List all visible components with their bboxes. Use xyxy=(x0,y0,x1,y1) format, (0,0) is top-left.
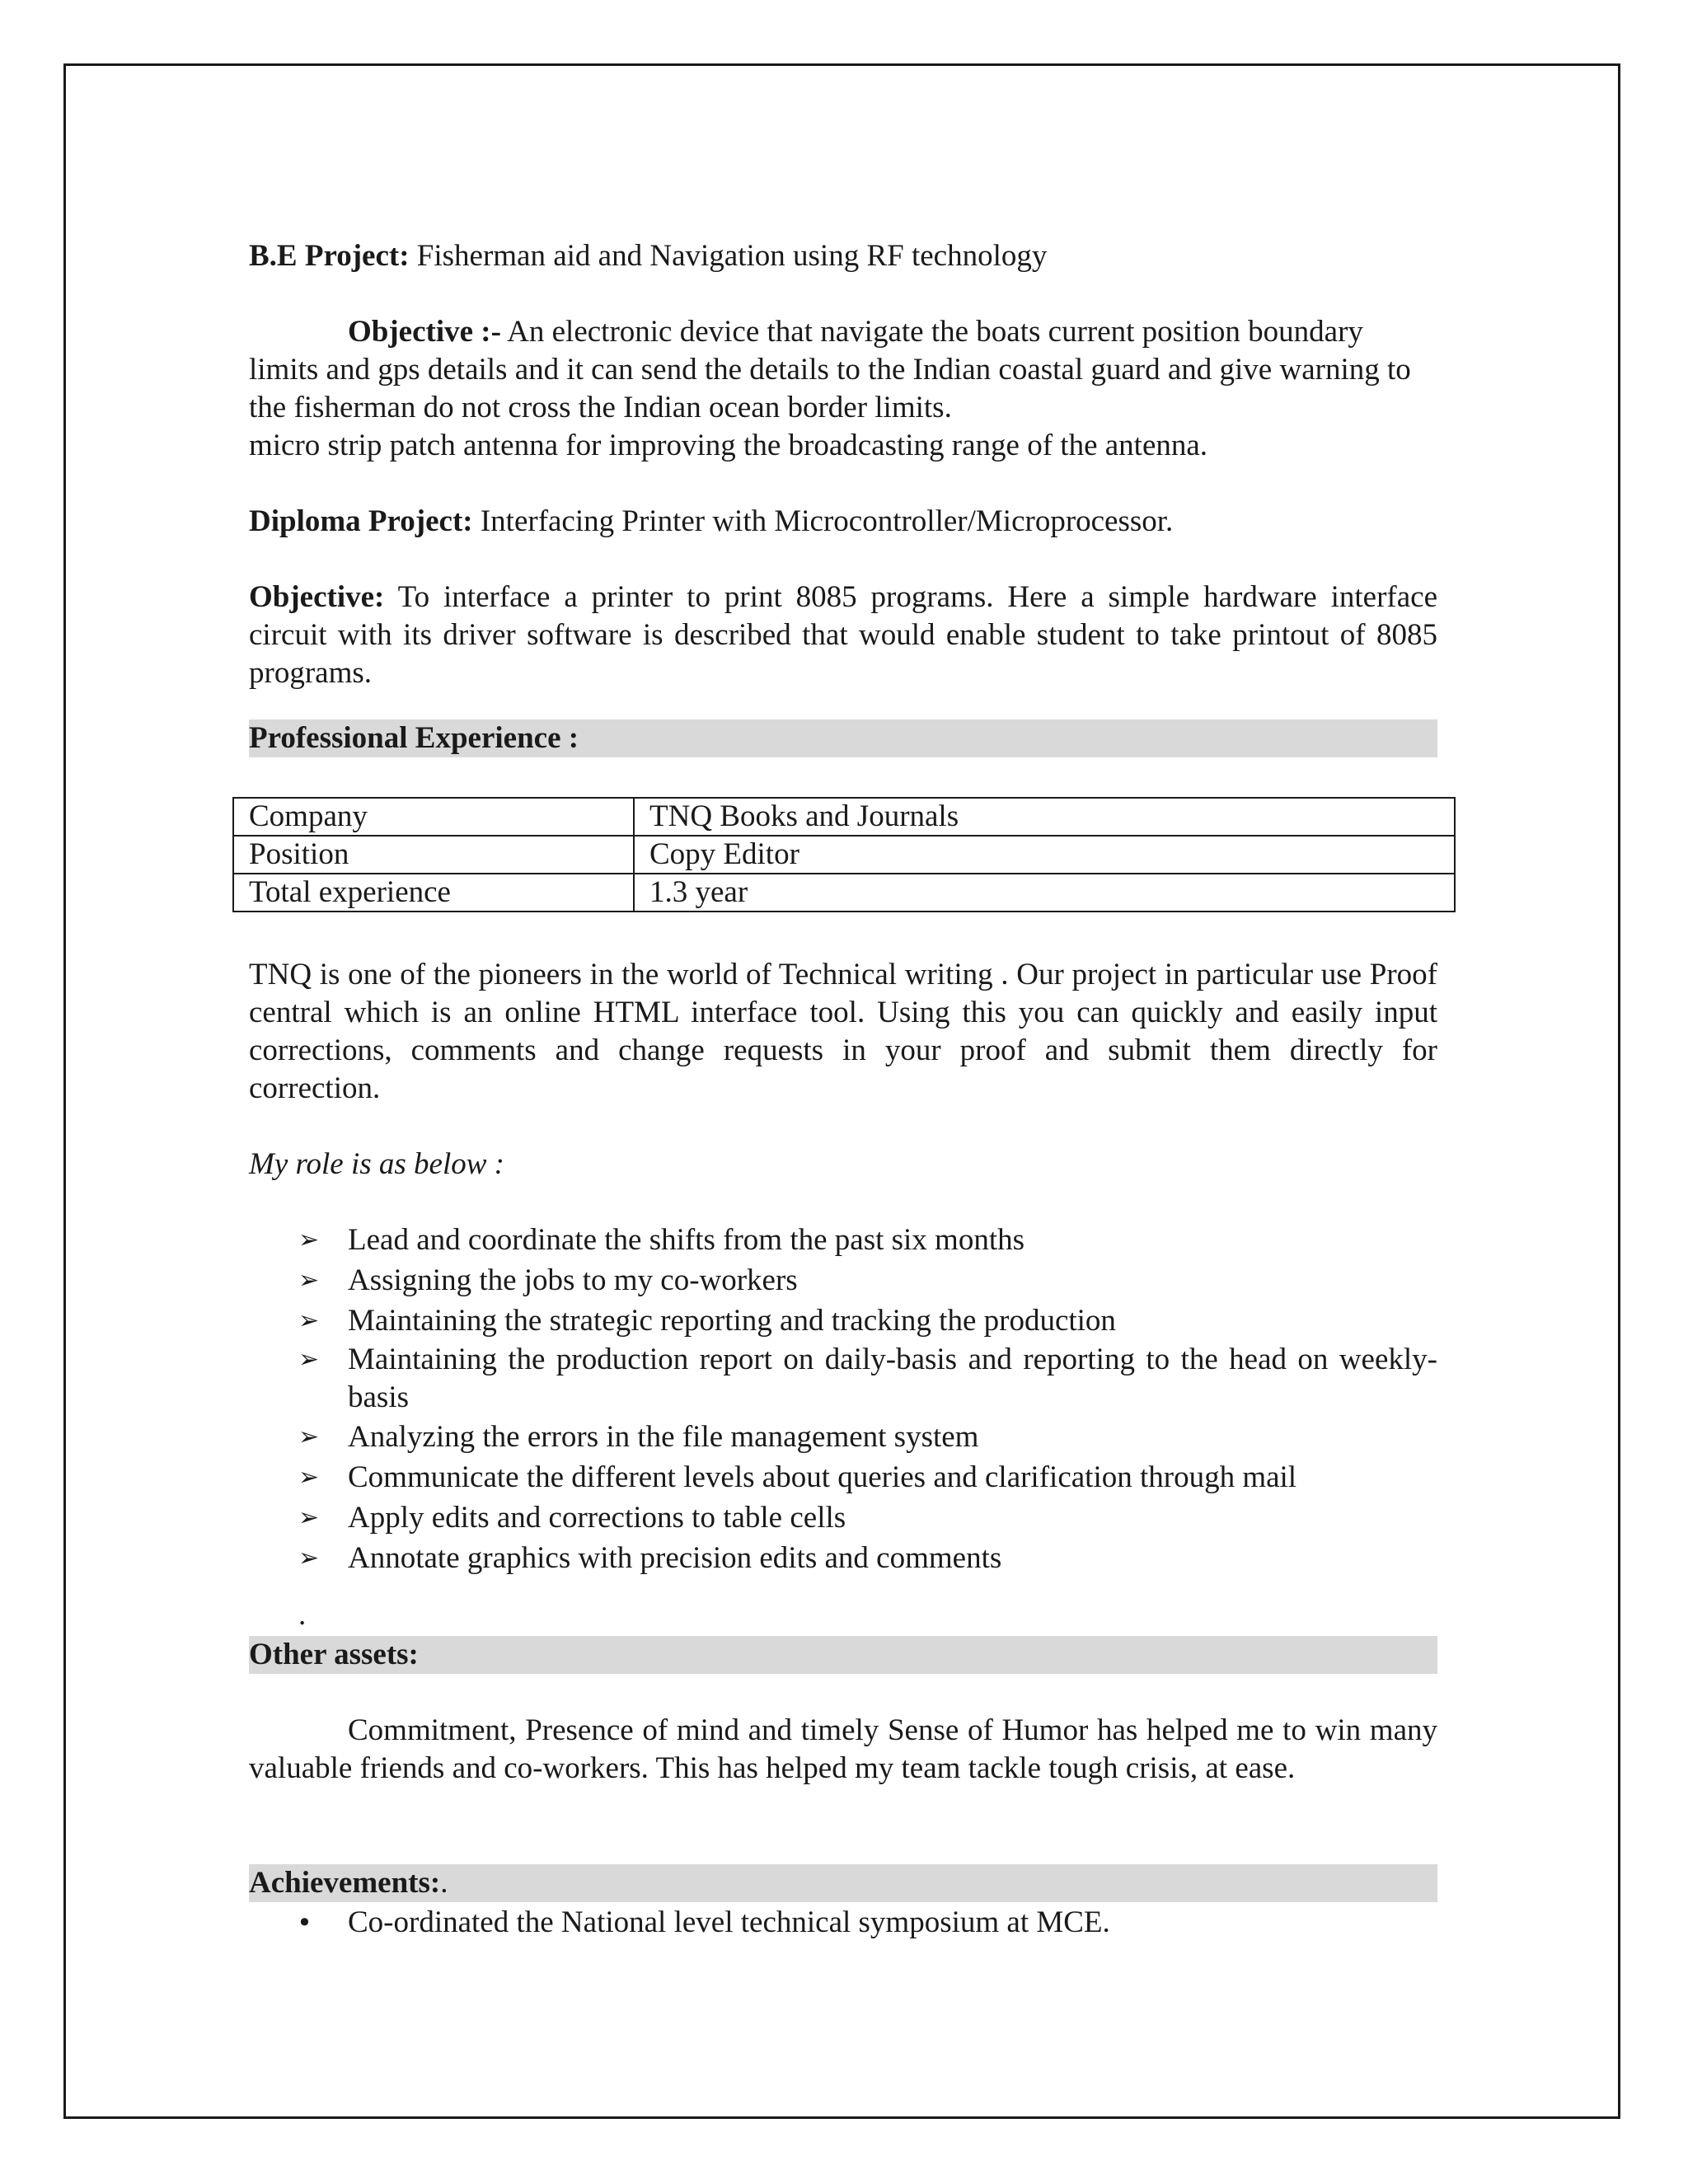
diploma-objective-text: To interface a printer to print 8085 programs. Here a simple hardware interface circuit with its driver software is described that would enable student to take printout of 8085 programs. xyxy=(249,580,1437,690)
table-row xyxy=(233,836,1455,874)
role-text: Assigning the jobs to my co-workers xyxy=(348,1263,798,1297)
list-item xyxy=(249,1341,1437,1417)
be-objective-text: An electronic device that navigate the boats current position boundary limits and gps details and it can send the details to the Indian coastal guard and give warning to the fisherman do not cross the Indian ocean border limits. xyxy=(249,315,1411,424)
table-cell-value: 1.3 year xyxy=(634,874,1455,912)
list-item xyxy=(249,1457,1437,1497)
arrow-bullet-icon: ➢ xyxy=(298,1503,320,1532)
table-cell-label: Company xyxy=(233,798,634,836)
arrow-bullet-icon: ➢ xyxy=(298,1422,320,1451)
table-cell-label: Position xyxy=(233,836,634,874)
be-project-title: Fisherman aid and Navigation using RF technology xyxy=(409,239,1048,273)
role-text: Apply edits and corrections to table cells xyxy=(348,1501,846,1535)
other-assets-text: Commitment, Presence of mind and timely Sense of Humor has helped me to win many valuable friends and co-workers. This has helped my team tackle tough crisis, at ease. xyxy=(249,1713,1437,1785)
diploma-objective-paragraph xyxy=(249,579,1437,692)
achievements-list-container xyxy=(249,1904,1437,1942)
company-description: TNQ is one of the pioneers in the world of Technical writing . Our project in particular use Proof central which is an online HTML interface tool. Using this you can quickly and easily input corrections, comments and change requests in your proof and submit them directly for correction. xyxy=(249,958,1437,1105)
other-assets-paragraph xyxy=(249,1712,1437,1788)
table-row xyxy=(233,874,1455,912)
bullet-icon: • xyxy=(297,1907,312,1938)
role-text: Analyzing the errors in the file management system xyxy=(348,1420,979,1454)
achievements-heading xyxy=(249,1864,1437,1902)
be-objective-label: Objective :- xyxy=(348,315,501,349)
stray-dot: . xyxy=(298,1598,307,1632)
achievements-heading-label: Achievements: xyxy=(249,1866,441,1900)
arrow-bullet-icon: ➢ xyxy=(298,1226,320,1254)
arrow-bullet-icon: ➢ xyxy=(298,1266,320,1295)
role-intro: My role is as below : xyxy=(249,1147,505,1181)
diploma-project-line xyxy=(249,503,1437,541)
role-list xyxy=(249,1220,1437,1578)
role-text: Annotate graphics with precision edits and comments xyxy=(348,1541,1002,1575)
be-project-label: B.E Project: xyxy=(249,239,410,273)
diploma-project-title: Interfacing Printer with Microcontroller/Microprocessor. xyxy=(472,504,1174,538)
list-item xyxy=(249,1904,1437,1942)
experience-table xyxy=(232,797,1456,912)
professional-experience-heading: Professional Experience : xyxy=(249,719,1437,757)
list-item xyxy=(249,1220,1437,1260)
be-objective-paragraph xyxy=(249,313,1437,427)
list-item xyxy=(249,1301,1437,1341)
arrow-bullet-icon: ➢ xyxy=(298,1345,320,1374)
table-row xyxy=(233,798,1455,836)
arrow-bullet-icon: ➢ xyxy=(298,1544,320,1572)
role-text: Maintaining the strategic reporting and tracking the production xyxy=(348,1304,1116,1338)
table-cell-label: Total experience xyxy=(233,874,634,912)
role-text: Maintaining the production report on daily-basis and reporting to the head on weekly-basis xyxy=(348,1343,1437,1414)
arrow-bullet-icon: ➢ xyxy=(298,1463,320,1492)
diploma-objective-label: Objective: xyxy=(249,580,385,614)
list-item xyxy=(249,1260,1437,1301)
be-project-line xyxy=(249,237,1437,275)
role-list-container xyxy=(249,1220,1437,1578)
achievements-heading-suffix: . xyxy=(440,1866,448,1900)
achievements-list xyxy=(249,1904,1437,1942)
other-assets-heading: Other assets: xyxy=(249,1636,1437,1674)
diploma-project-label: Diploma Project: xyxy=(249,504,473,538)
table-cell-value: TNQ Books and Journals xyxy=(634,798,1455,836)
arrow-bullet-icon: ➢ xyxy=(298,1306,320,1335)
be-objective-extra-line: micro strip patch antenna for improving the broadcasting range of the antenna. xyxy=(249,429,1208,462)
role-text: Communicate the different levels about queries and clarification through mail xyxy=(348,1460,1297,1494)
role-text: Lead and coordinate the shifts from the past six months xyxy=(348,1223,1025,1257)
list-item xyxy=(249,1497,1437,1538)
table-cell-value: Copy Editor xyxy=(634,836,1455,874)
list-item xyxy=(249,1417,1437,1457)
achievement-text: Co-ordinated the National level technical symposium at MCE. xyxy=(348,1905,1110,1939)
list-item xyxy=(249,1538,1437,1578)
